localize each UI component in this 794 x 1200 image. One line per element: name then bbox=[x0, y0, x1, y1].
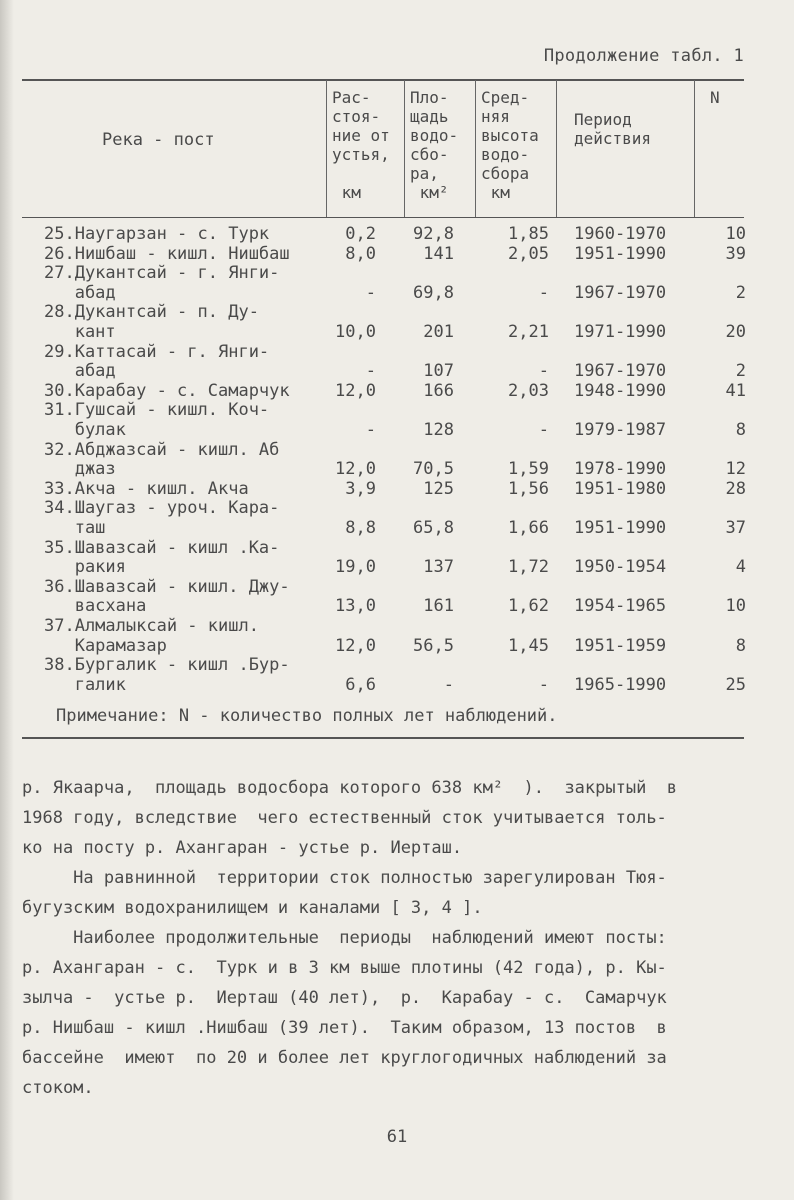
table-row-values bbox=[0, 675, 794, 695]
row-elevation: 1,62 bbox=[508, 596, 549, 617]
body-text-line: ко на посту р. Ахангаран - устье р. Иерташ. bbox=[22, 838, 463, 858]
header-river-post: Река - пост bbox=[102, 130, 215, 150]
row-river-post: васхана bbox=[44, 596, 147, 617]
table-row-values bbox=[0, 459, 794, 479]
row-years-count: 28 bbox=[725, 478, 746, 499]
table-row-values bbox=[0, 361, 794, 381]
body-text-line: р. Нишбаш - кишл .Нишбаш (39 лет). Таким образом, 13 постов в bbox=[22, 1018, 667, 1038]
header-period: Период действия bbox=[574, 110, 652, 148]
row-area: 56,5 bbox=[413, 635, 454, 656]
row-period: 1978-1990 bbox=[574, 459, 667, 480]
row-river-post: абад bbox=[44, 361, 116, 382]
row-river-post: абад bbox=[44, 282, 116, 303]
table-row-line bbox=[0, 498, 794, 518]
body-text-line: На равнинной территории сток полностью зарегулирован Тюя- bbox=[22, 868, 667, 888]
table-row-values bbox=[0, 224, 794, 244]
body-text-line: р. Якаарча, площадь водосбора которого 638 км² ). закрытый в bbox=[22, 778, 678, 798]
table-row-values bbox=[0, 557, 794, 577]
row-distance: 12,0 bbox=[335, 635, 376, 656]
row-elevation: 1,85 bbox=[508, 224, 549, 244]
table-header-rule bbox=[22, 217, 744, 218]
row-elevation: 1,45 bbox=[508, 635, 549, 656]
row-elevation: - bbox=[538, 361, 549, 382]
row-period: 1979-1987 bbox=[574, 420, 667, 440]
row-river-post: ракия bbox=[44, 557, 126, 578]
table-row-line bbox=[0, 655, 794, 675]
table-row-line bbox=[0, 302, 794, 322]
row-distance: 12,0 bbox=[335, 459, 376, 480]
table-row-line bbox=[0, 616, 794, 636]
table-row-line bbox=[0, 440, 794, 460]
row-elevation: 1,72 bbox=[508, 557, 549, 578]
table-row-line bbox=[0, 400, 794, 420]
row-distance: 8,0 bbox=[345, 243, 376, 264]
header-area: Пло- щадь водо- сбо- ра, км² bbox=[410, 88, 459, 202]
row-years-count: 8 bbox=[735, 420, 746, 440]
row-area: 125 bbox=[423, 478, 454, 499]
row-river-post: 29.Каттасай - г. Янги- bbox=[44, 341, 270, 362]
row-distance: 0,2 bbox=[345, 224, 376, 244]
header-n: N bbox=[710, 88, 720, 107]
table-row-values bbox=[0, 244, 794, 264]
table-row-line bbox=[0, 342, 794, 362]
row-river-post: 25.Наугарзан - с. Турк bbox=[44, 224, 270, 244]
row-period: 1951-1959 bbox=[574, 635, 667, 656]
row-area: 128 bbox=[423, 420, 454, 440]
page-number: 61 bbox=[386, 1127, 408, 1147]
row-river-post: 28.Дукантсай - п. Ду- bbox=[44, 302, 259, 323]
row-years-count: 39 bbox=[725, 243, 746, 264]
table-continuation-label: Продолжение табл. 1 bbox=[543, 46, 744, 66]
row-distance: 12,0 bbox=[335, 380, 376, 401]
row-river-post: 38.Бургалик - кишл .Бур- bbox=[44, 655, 290, 676]
row-river-post: таш bbox=[44, 518, 106, 538]
row-period: 1948-1990 bbox=[574, 380, 667, 401]
body-text-line: 1968 году, вследствие чего естественный сток учитывается толь- bbox=[22, 808, 667, 828]
row-years-count: 10 bbox=[725, 596, 746, 617]
row-distance: 10,0 bbox=[335, 322, 376, 342]
table-row-values bbox=[0, 479, 794, 499]
header-divider bbox=[694, 80, 695, 217]
row-years-count: 2 bbox=[735, 361, 746, 382]
row-river-post: 30.Карабау - с. Самарчук bbox=[44, 380, 290, 401]
row-period: 1967-1970 bbox=[574, 282, 667, 303]
table-row-values bbox=[0, 381, 794, 401]
table-top-rule bbox=[22, 79, 744, 81]
row-years-count: 4 bbox=[735, 557, 746, 578]
row-distance: 8,8 bbox=[345, 518, 376, 538]
row-river-post: 27.Дукантсай - г. Янги- bbox=[44, 263, 280, 284]
row-distance: - bbox=[365, 420, 376, 440]
row-years-count: 41 bbox=[725, 380, 746, 401]
header-elevation: Сред- няя высота водо- сбора км bbox=[481, 88, 539, 202]
row-river-post: 34.Шаугаз - уроч. Кара- bbox=[44, 498, 280, 519]
row-river-post: галик bbox=[44, 674, 126, 695]
row-elevation: - bbox=[538, 674, 549, 695]
row-river-post: 37.Алмалыксай - кишл. bbox=[44, 616, 259, 636]
row-period: 1965-1990 bbox=[574, 674, 667, 695]
row-elevation: - bbox=[538, 282, 549, 303]
body-text-line: бугузским водохранилищем и каналами [ 3, 4 ]. bbox=[22, 898, 483, 918]
row-years-count: 2 bbox=[735, 282, 746, 303]
header-divider bbox=[326, 80, 327, 217]
row-period: 1954-1965 bbox=[574, 596, 667, 617]
row-elevation: 2,05 bbox=[508, 243, 549, 264]
row-area: 166 bbox=[423, 380, 454, 401]
row-river-post: кант bbox=[44, 322, 116, 342]
row-river-post: булак bbox=[44, 420, 126, 440]
row-period: 1951-1980 bbox=[574, 478, 667, 499]
row-river-post: 33.Акча - кишл. Акча bbox=[44, 478, 249, 499]
row-area: 201 bbox=[423, 322, 454, 342]
header-divider bbox=[475, 80, 476, 217]
body-text-line: р. Ахангаран - с. Турк и в 3 км выше плотины (42 года), р. Кы- bbox=[22, 958, 667, 978]
row-years-count: 37 bbox=[725, 518, 746, 538]
row-area: 65,8 bbox=[413, 518, 454, 538]
body-text-line: Наиболее продолжительные периоды наблюдений имеют посты: bbox=[22, 928, 667, 948]
row-elevation: 1,59 bbox=[508, 459, 549, 480]
row-distance: 6,6 bbox=[345, 674, 376, 695]
header-distance: Рас- стоя- ние от устья, км bbox=[332, 88, 390, 202]
table-row-values bbox=[0, 420, 794, 440]
row-river-post: 36.Шавазсай - кишл. Джу- bbox=[44, 576, 290, 597]
row-elevation: 1,66 bbox=[508, 518, 549, 538]
table-row-values bbox=[0, 518, 794, 538]
row-elevation: 1,56 bbox=[508, 478, 549, 499]
row-distance: - bbox=[365, 361, 376, 382]
row-area: 141 bbox=[423, 243, 454, 264]
table-bottom-rule bbox=[22, 737, 744, 739]
row-river-post: 26.Нишбаш - кишл. Нишбаш bbox=[44, 243, 290, 264]
row-period: 1951-1990 bbox=[574, 243, 667, 264]
row-distance: 19,0 bbox=[335, 557, 376, 578]
table-note: Примечание: N - количество полных лет наблюдений. bbox=[56, 706, 558, 726]
row-river-post: джаз bbox=[44, 459, 116, 480]
table-row-values bbox=[0, 636, 794, 656]
row-distance: - bbox=[365, 282, 376, 303]
body-text-line: стоком. bbox=[22, 1078, 94, 1098]
row-period: 1950-1954 bbox=[574, 557, 667, 578]
row-area: - bbox=[443, 674, 454, 695]
row-area: 107 bbox=[423, 361, 454, 382]
table-row-values bbox=[0, 283, 794, 303]
row-distance: 13,0 bbox=[335, 596, 376, 617]
row-river-post: 31.Гушсай - кишл. Коч- bbox=[44, 400, 270, 421]
row-period: 1967-1970 bbox=[574, 361, 667, 382]
row-elevation: 2,21 bbox=[508, 322, 549, 342]
body-text bbox=[22, 773, 752, 1103]
row-years-count: 8 bbox=[735, 635, 746, 656]
body-text-line: зылча - устье р. Иерташ (40 лет), р. Карабау - с. Самарчук bbox=[22, 988, 667, 1008]
table-row-line bbox=[0, 263, 794, 283]
row-years-count: 10 bbox=[725, 224, 746, 244]
table-row-line bbox=[0, 538, 794, 558]
row-years-count: 12 bbox=[725, 459, 746, 480]
body-text-line: бассейне имеют по 20 и более лет круглогодичных наблюдений за bbox=[22, 1048, 667, 1068]
row-years-count: 20 bbox=[725, 322, 746, 342]
row-area: 69,8 bbox=[413, 282, 454, 303]
header-divider bbox=[556, 80, 557, 217]
row-years-count: 25 bbox=[725, 674, 746, 695]
row-river-post: 32.Абджазсай - кишл. Аб bbox=[44, 439, 280, 460]
row-elevation: - bbox=[538, 420, 549, 440]
row-period: 1971-1990 bbox=[574, 322, 667, 342]
row-river-post: Карамазар bbox=[44, 635, 167, 656]
table-row-line bbox=[0, 577, 794, 597]
row-river-post: 35.Шавазсай - кишл .Ка- bbox=[44, 537, 280, 558]
row-area: 92,8 bbox=[413, 224, 454, 244]
row-period: 1960-1970 bbox=[574, 224, 667, 244]
row-period: 1951-1990 bbox=[574, 518, 667, 538]
row-distance: 3,9 bbox=[345, 478, 376, 499]
row-area: 137 bbox=[423, 557, 454, 578]
row-elevation: 2,03 bbox=[508, 380, 549, 401]
header-divider bbox=[404, 80, 405, 217]
row-area: 161 bbox=[423, 596, 454, 617]
table-row-values bbox=[0, 322, 794, 342]
table-row-values bbox=[0, 596, 794, 616]
row-area: 70,5 bbox=[413, 459, 454, 480]
